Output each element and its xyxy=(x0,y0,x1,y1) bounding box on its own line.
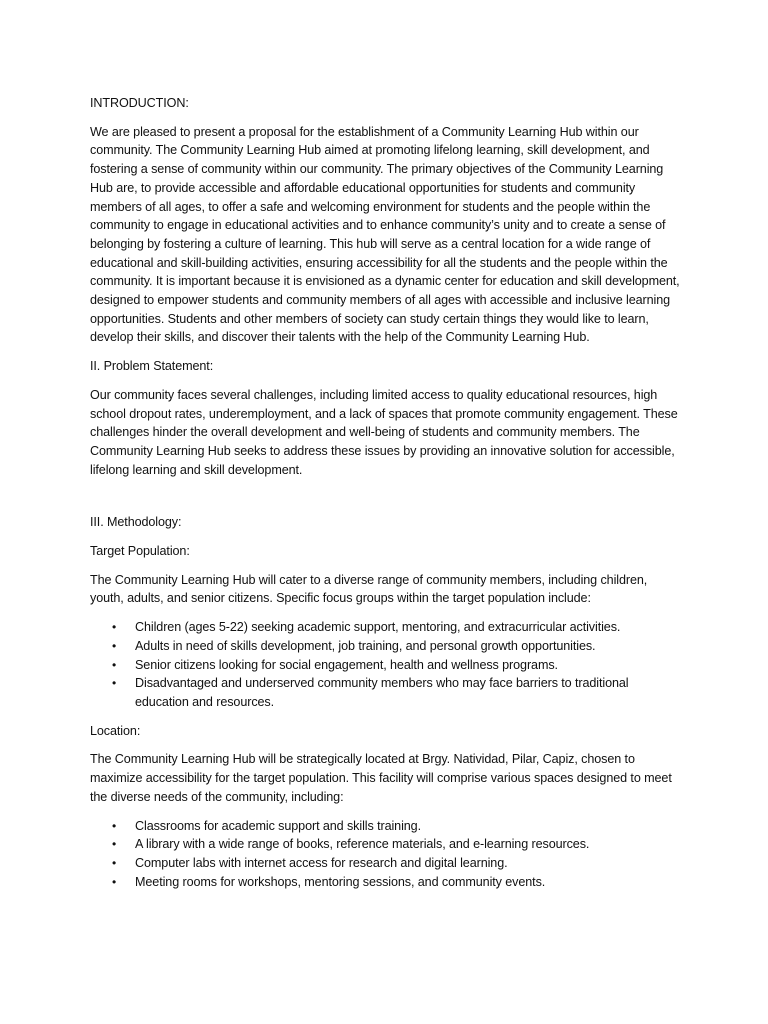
list-item-text: Senior citizens looking for social engagement, health and wellness programs. xyxy=(135,657,558,672)
problem-heading: II. Problem Statement: xyxy=(90,359,214,374)
intro-heading: INTRODUCTION: xyxy=(90,96,189,110)
list-item xyxy=(112,618,682,637)
list-item-text: Meeting rooms for workshops, mentoring sessions, and community events. xyxy=(135,874,546,889)
target-population-list xyxy=(90,618,682,712)
list-item xyxy=(112,854,682,873)
list-item xyxy=(112,817,682,836)
bullet-icon: • xyxy=(112,657,117,672)
bullet-icon: • xyxy=(112,818,117,833)
list-item-text: Classrooms for academic support and skills training. xyxy=(135,818,421,833)
location-paragraph: The Community Learning Hub will be strategically located at Brgy. Natividad, Pilar, Capiz, chosen to maximize accessibility for the target population. This facility will comprise various spaces designed to meet the diverse needs of the community, including: xyxy=(90,752,672,804)
list-item xyxy=(112,637,682,656)
target-population-heading: Target Population: xyxy=(90,544,190,559)
target-population-paragraph: The Community Learning Hub will cater to a diverse range of community members, including children, youth, adults, and senior citizens. Specific focus groups within the target population include: xyxy=(90,572,648,606)
problem-paragraph: Our community faces several challenges, including limited access to quality educational resources, high school dropout rates, underemployment, and a lack of spaces that promote community engagement. These challenges hinder the overall development and well-being of students and community members. The Community Learning Hub seeks to address these issues by providing an innovative solution for accessible, lifelong learning and skill development. xyxy=(90,387,678,477)
list-item xyxy=(112,873,682,892)
intro-paragraph: We are pleased to present a proposal for the establishment of a Community Learning Hub within our community. The Community Learning Hub aimed at promoting lifelong learning, skill development, and fostering a sense of community within our community. The primary objectives of the Community Learning Hub are, to provide accessible and affordable educational opportunities for students and community members of all ages, to offer a safe and welcoming environment for students and the people within the community to engage in educational activities and to enhance community’s unity and to create a sense of belonging by fostering a culture of learning. This hub will serve as a central location for a wide range of educational and skill-building activities, ensuring accessibility for all the students and the people within the community. It is important because it is envisioned as a dynamic center for education and skill development, designed to empower students and community members of all ages with accessible and inclusive learning opportunities. Students and other members of society can study certain things they would like to learn, develop their skills, and discover their talents with the help of the Community Learning Hub. xyxy=(90,124,680,345)
bullet-icon: • xyxy=(112,855,117,870)
location-heading: Location: xyxy=(90,723,141,738)
list-item-text: Adults in need of skills development, job training, and personal growth opportunities. xyxy=(135,638,596,653)
list-item xyxy=(112,835,682,854)
list-item-text: Disadvantaged and underserved community members who may face barriers to traditional education and resources. xyxy=(135,676,629,709)
section-spacer xyxy=(90,489,682,513)
bullet-icon: • xyxy=(112,620,117,635)
bullet-icon: • xyxy=(112,837,117,852)
location-facilities-list xyxy=(90,817,682,892)
bullet-icon: • xyxy=(112,638,117,653)
document-body xyxy=(90,94,682,901)
list-item-text: Children (ages 5-22) seeking academic support, mentoring, and extracurricular activities. xyxy=(135,620,621,635)
bullet-icon: • xyxy=(112,676,117,691)
methodology-heading: III. Methodology: xyxy=(90,515,182,530)
list-item xyxy=(112,674,682,711)
list-item-text: Computer labs with internet access for research and digital learning. xyxy=(135,855,508,870)
list-item-text: A library with a wide range of books, reference materials, and e-learning resources. xyxy=(135,837,590,852)
bullet-icon: • xyxy=(112,874,117,889)
list-item xyxy=(112,656,682,675)
